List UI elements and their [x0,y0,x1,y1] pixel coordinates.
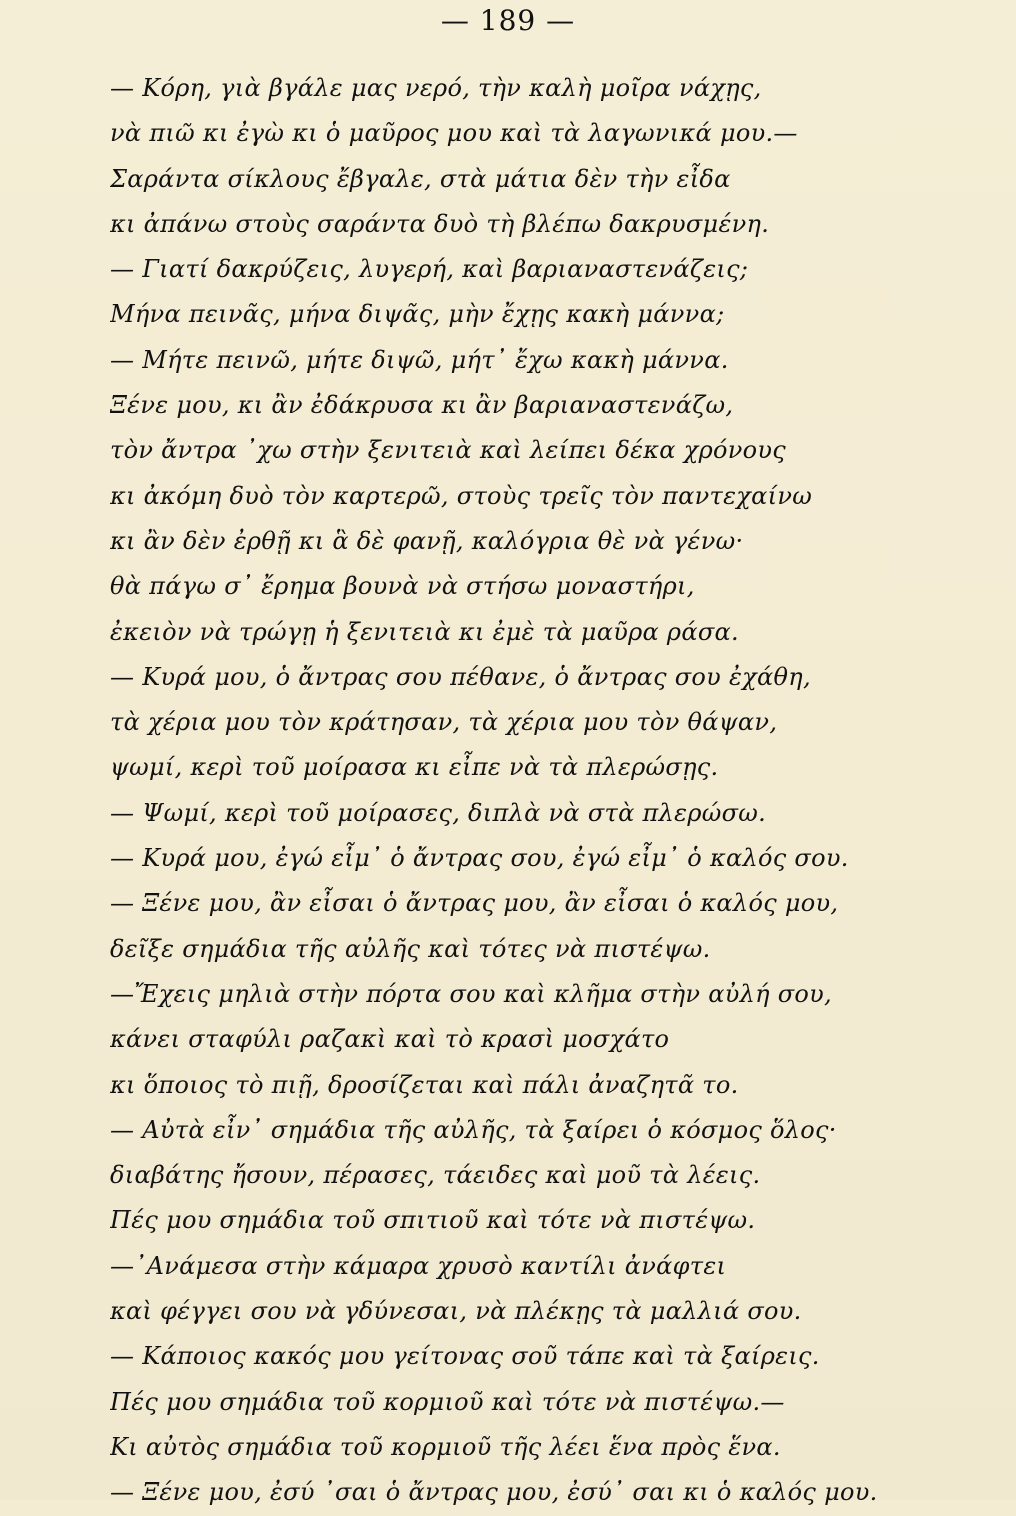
verse-line: Μήνα πεινᾶς, μήνα διψᾶς, μὴν ἔχῃς κακὴ μάννα; [110,300,725,329]
verse-line: τὰ χέρια μου τὸν κράτησαν, τὰ χέρια μου τὸν θάψαν, [110,708,778,737]
verse-line: — Ξένε μου, ἐσύ ᾽σαι ὁ ἄντρας μου, ἐσύ᾽ σαι κι ὁ καλός μου. [110,1478,878,1507]
verse-line: Πές μου σημάδια τοῦ κορμιοῦ καὶ τότε νὰ πιστέψω.— [110,1387,785,1416]
verse-line: τὸν ἄντρα ᾽χω στὴν ξενιτειὰ καὶ λείπει δέκα χρόνους [110,436,787,465]
verse-line: — Ξένε μου, ἂν εἶσαι ὁ ἄντρας μου, ἂν εἶσαι ὁ καλός μου, [110,889,839,918]
verse-line: καὶ φέγγει σου νὰ γδύνεσαι, νὰ πλέκῃς τὰ μαλλιά σου. [110,1297,802,1326]
verse-line: θὰ πάγω σ᾽ ἔρημα βουνὰ νὰ στήσω μοναστήρι, [110,572,695,601]
poem-text [110,66,970,1516]
verse-line: —᾽Ανάμεσα στὴν κάμαρα χρυσὸ καντίλι ἀνάφτει [110,1251,727,1280]
verse-line: κι ἀκόμη δυὸ τὸν καρτερῶ, στοὺς τρεῖς τὸν παντεχαίνω [110,481,813,510]
verse-line: — Κόρη, γιὰ βγάλε μας νερό, τὴν καλὴ μοῖρα νάχῃς, [110,74,762,102]
verse-line: — Μήτε πεινῶ, μήτε διψῶ, μήτ᾽ ἔχω κακὴ μάννα. [110,345,729,374]
verse-line: δεῖξε σημάδια τῆς αὐλῆς καὶ τότες νὰ πιστέψω. [110,934,711,963]
verse-line: Ξένε μου, κι ἂν ἐδάκρυσα κι ἂν βαριαναστενάζω, [110,391,734,420]
verse-line: — Γιατί δακρύζεις, λυγερή, καὶ βαριαναστενάζεις; [110,255,749,284]
verse-line: Σαράντα σίκλους ἔβγαλε, στὰ μάτια δὲν τὴν εἶδα [110,164,731,193]
verse-line: ψωμί, κερὶ τοῦ μοίρασα κι εἶπε νὰ τὰ πλερώσῃς. [110,753,719,782]
verse-line: — Αὐτὰ εἶν᾽ σημάδια τῆς αὐλῆς, τὰ ξαίρει ὁ κόσμος ὅλος· [110,1115,837,1144]
verse-line: ἐκειὸν νὰ τρώγῃ ἡ ξενιτειὰ κι ἐμὲ τὰ μαῦρα ράσα. [110,617,739,646]
verse-line: — Ψωμί, κερὶ τοῦ μοίρασες, διπλὰ νὰ στὰ πλερώσω. [110,798,767,827]
verse-line: —Ἔχεις μηλιὰ στὴν πόρτα σου καὶ κλῆμα στὴν αὐλή σου, [110,979,832,1008]
verse-line: Κι αὐτὸς σημάδια τοῦ κορμιοῦ τῆς λέει ἕνα πρὸς ἕνα. [110,1432,781,1461]
verse-line: — Κάποιος κακός μου γείτονας σοῦ τάπε καὶ τὰ ξαίρεις. [110,1342,820,1371]
verse-line: Πές μου σημάδια τοῦ σπιτιοῦ καὶ τότε νὰ πιστέψω. [110,1206,756,1235]
verse-line: νὰ πιῶ κι ἐγὼ κι ὁ μαῦρος μου καὶ τὰ λαγωνικά μου.— [110,119,798,148]
verse-line: κι ἂν δὲν ἐρθῇ κι ἃ δὲ φανῇ, καλόγρια θὲ νὰ γένω· [110,526,744,555]
page-number: — 189 — [440,4,576,37]
verse-line: — Κυρά μου, ὁ ἄντρας σου πέθανε, ὁ ἄντρας σου ἐχάθη, [110,662,811,691]
verse-line: διαβάτης ἤσουν, πέρασες, τάειδες καὶ μοῦ τὰ λέεις. [110,1161,761,1190]
verse-line: — Κυρά μου, ἐγώ εἶμ᾽ ὁ ἄντρας σου, ἐγώ εἶμ᾽ ὁ καλός σου. [110,844,849,873]
verse-line: κάνει σταφύλι ραζακὶ καὶ τὸ κρασὶ μοσχάτο [110,1025,670,1054]
verse-line: κι ὅποιος τὸ πιῇ, δροσίζεται καὶ πάλι ἀναζητᾶ το. [110,1070,739,1099]
verse-line: κι ἀπάνω στοὺς σαράντα δυὸ τὴ βλέπω δακρυσμένη. [110,209,770,238]
